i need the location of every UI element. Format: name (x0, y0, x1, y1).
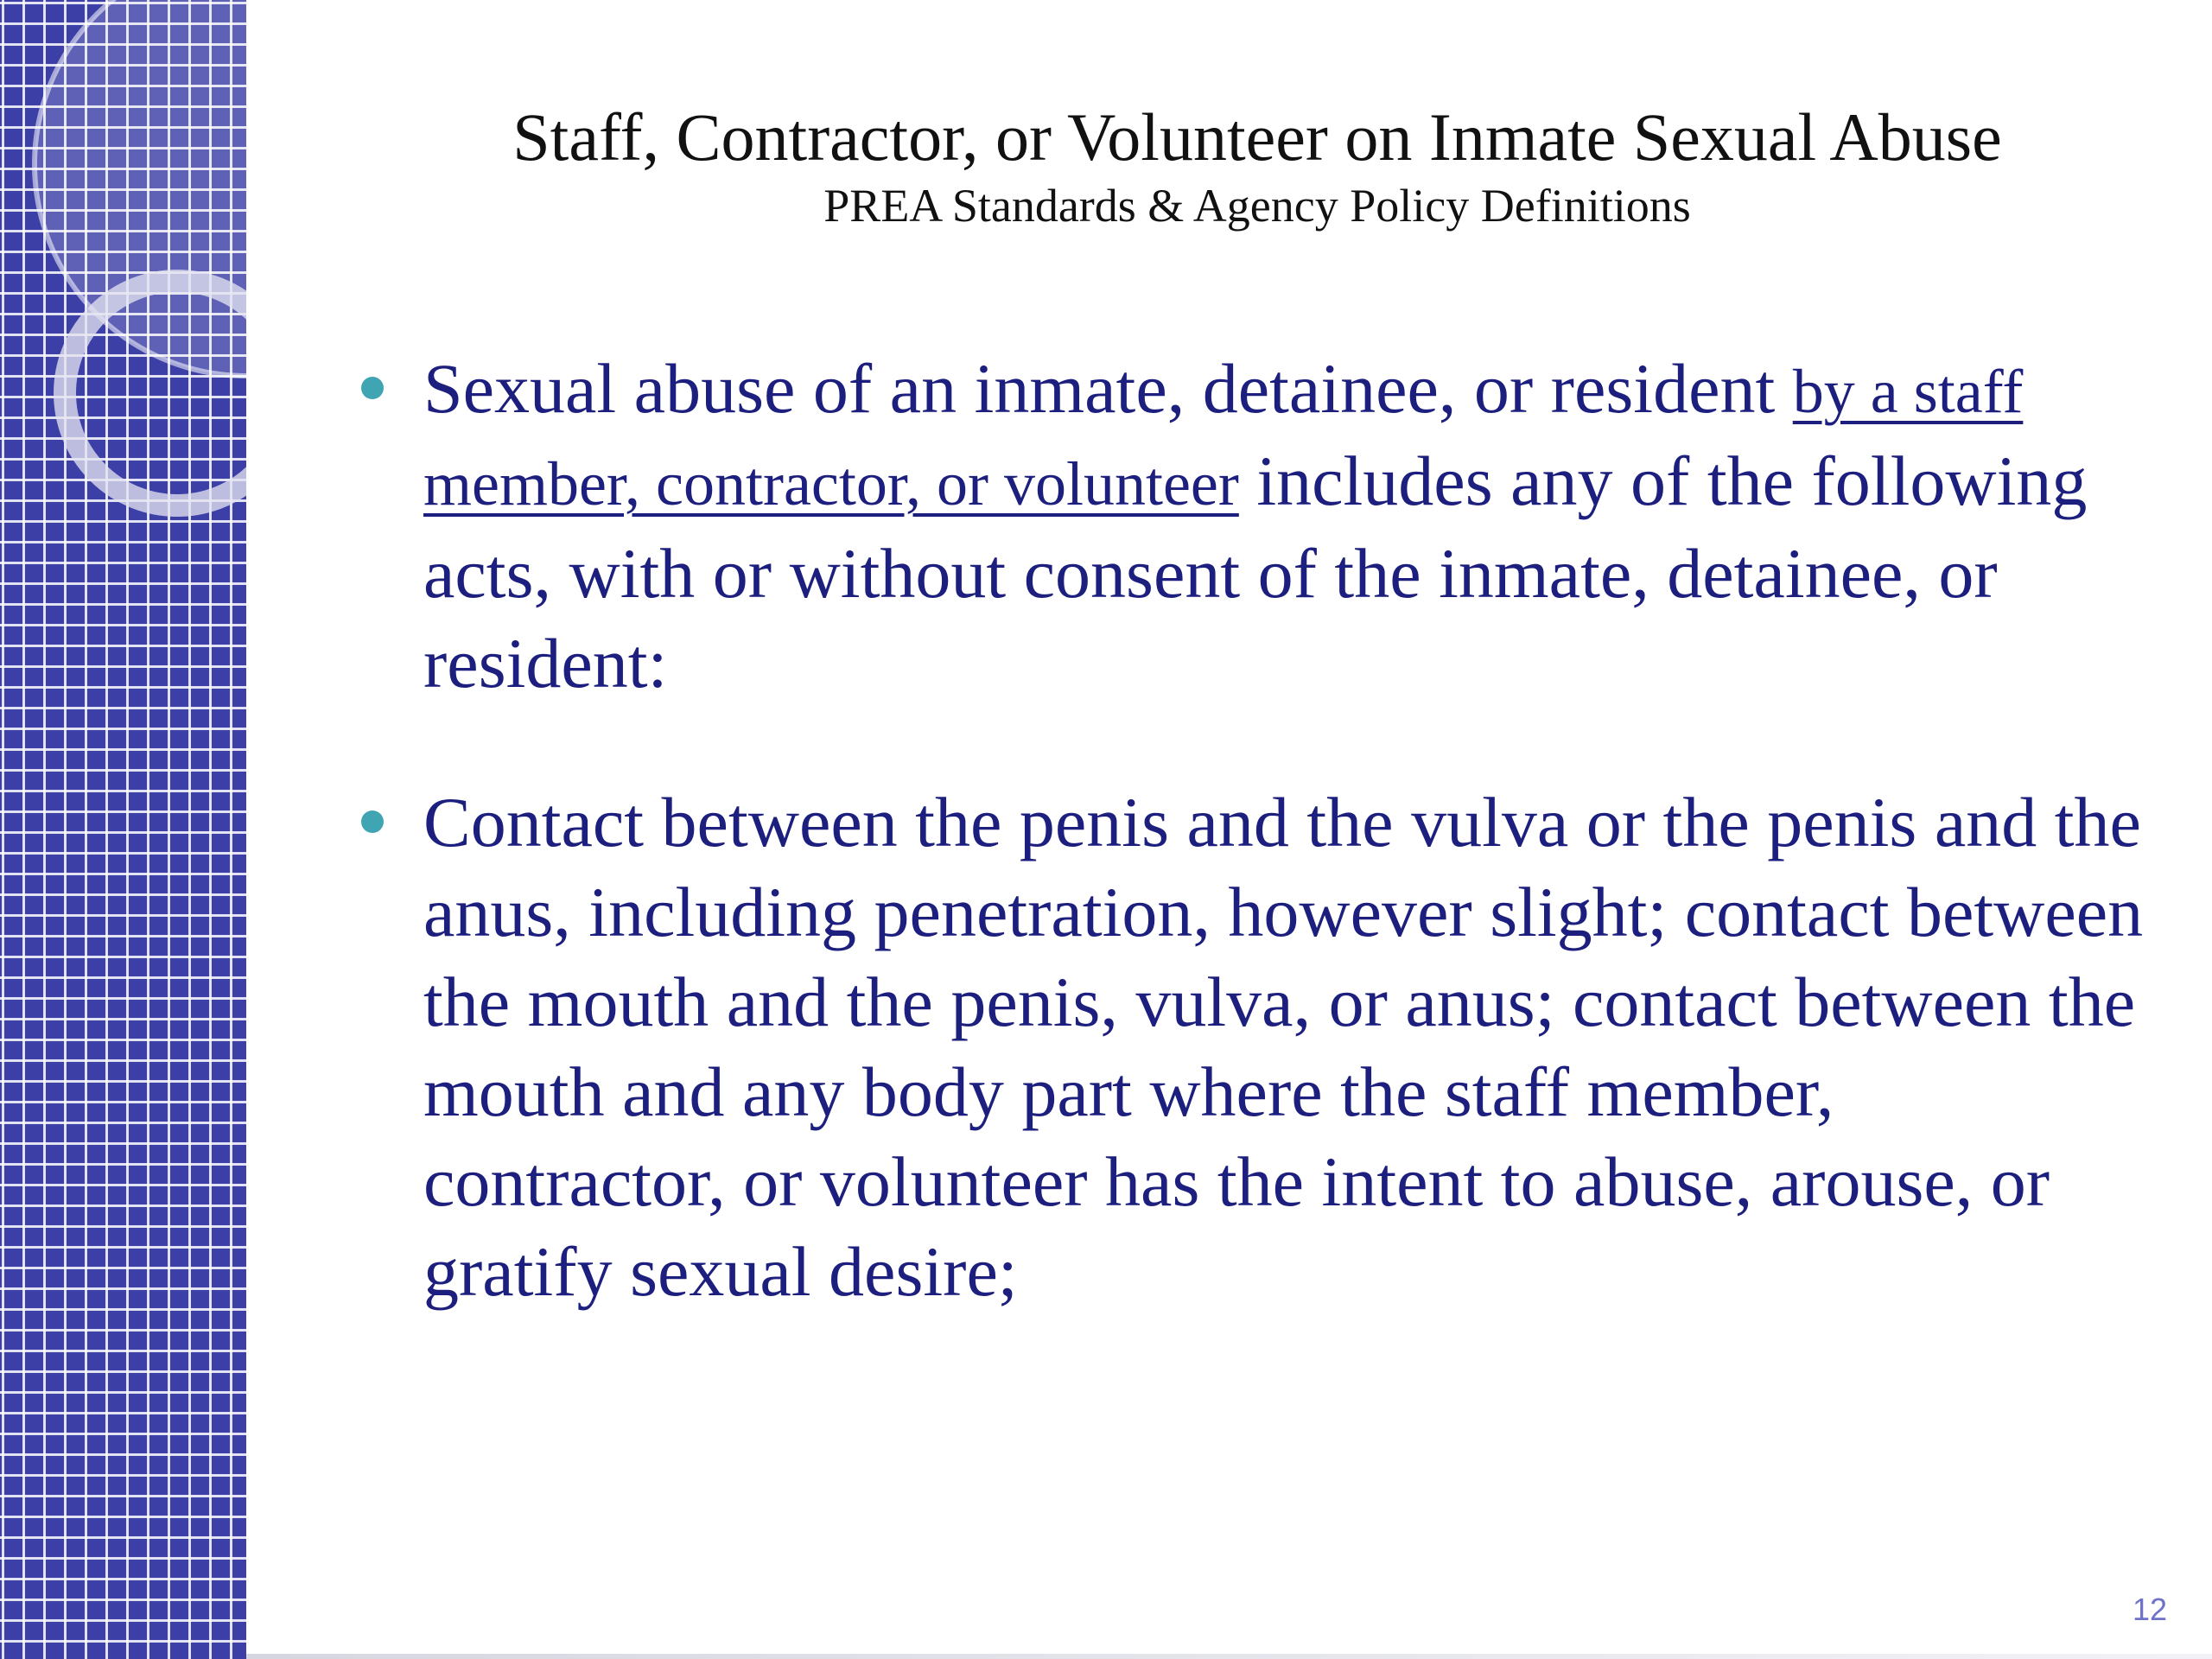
bottom-divider (246, 1654, 2212, 1659)
bullet-text: Contact between the penis and the vulva or the penis and the anus, including penetration, however slight; contact between the mouth and the penis, vulva, or anus; contact between the mouth and any body part where the staff member, contractor, or volunteer has the intent to abuse, arouse, or gratify sexual desire; (423, 783, 2144, 1311)
bullet-dot-icon (361, 377, 384, 399)
bullet-contact (354, 778, 2152, 1317)
bullet-text-start: Sexual abuse of an inmate, detainee, or resident (423, 349, 1793, 428)
bullet-dot-icon (361, 810, 384, 833)
bullet-text-end: includes any of the following acts, with or without consent of the inmate, detainee, or resident: (423, 442, 2088, 702)
decorative-grid-panel (0, 0, 246, 1659)
title-block (328, 97, 2186, 233)
bullet-list (354, 344, 2152, 1386)
decorative-rings (0, 0, 246, 536)
page-number: 12 (2132, 1592, 2167, 1627)
slide-subtitle: PREA Standards & Agency Policy Definitions (823, 180, 1691, 232)
bullet-definition (354, 344, 2152, 709)
bullet-text-underlined: by a staff member, contractor, or volunteer (423, 357, 2024, 518)
slide-title: Staff, Contractor, or Volunteer on Inmate Sexual Abuse (512, 99, 2002, 175)
